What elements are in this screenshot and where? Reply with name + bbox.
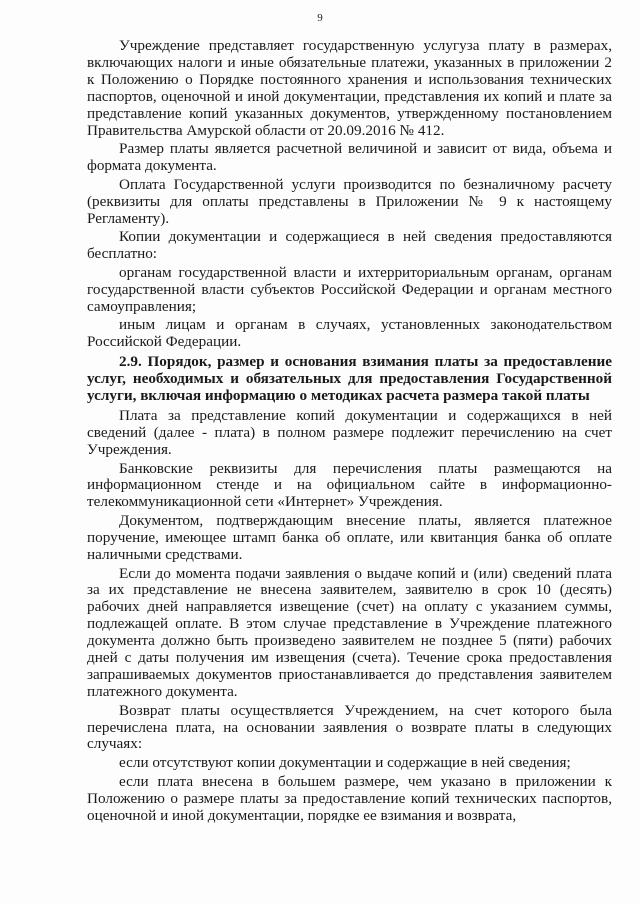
paragraph-fee-basis: Учреждение представляет государственную услугуза плату в размерах, включающих налоги и иные обязательные платежи, указанных в приложении 2 к Положению о Порядке постоянного хранения и использования технических паспортов, оценочной и иной документации, представления их копий и плате за представление копий указанных документов, утвержденному постановлением Правительства Амурской области от 20.09.2016 № 412. xyxy=(87,37,612,139)
section-heading: 2.9. Порядок, размер и основания взимания платы за предоставление услуг, необходимых и обязательных для предоставления Государственной услуги, включая информацию о методиках расчета размера такой платы xyxy=(87,353,612,405)
paragraph-payment-proof: Документом, подтверждающим внесение платы, является платежное поручение, имеющее штамп банка об оплате, или квитанция банка об оплате наличными средствами. xyxy=(87,512,612,563)
paragraph-payment-method: Оплата Государственной услуги производится по безналичному расчету (реквизиты для оплаты представлены в Приложении № 9 к настоящему Регламенту). xyxy=(87,175,612,227)
paragraph-other-persons: иным лицам и органам в случаях, установленных законодательством Российской Федерации. xyxy=(87,316,612,351)
paragraph-authorities: органам государственной власти и ихтерриториальным органам, органам государственной власти субъектов Российской Федерации и органам местного самоуправления; xyxy=(87,263,612,315)
paragraph-refund-case-2: если плата внесена в большем размере, чем указано в приложении к Положению о размере платы за предоставление копий технических паспортов, оценочной и иной документации, порядке ее взимания и возврата, xyxy=(87,772,612,824)
document-body xyxy=(87,38,612,825)
paragraph-fee-transfer: Плата за представление копий документации и содержащихся в ней сведений (далее - плата) в полном размере подлежит перечислению на счет Учреждения. xyxy=(87,407,612,458)
paragraph-refund-case-1: если отсутствуют копии документации и содержащие в ней сведения; xyxy=(119,754,571,772)
paragraph-fee-size: Размер платы является расчетной величиной и зависит от вида, объема и формата документа. xyxy=(87,140,612,175)
paragraph-bank-details: Банковские реквизиты для перечисления платы размещаются на информационном стенде и на официальном сайте в информационно-телекоммуникационной сети «Интернет» Учреждения. xyxy=(87,459,612,511)
paragraph-invoice: Если до момента подачи заявления о выдаче копий и (или) сведений плата за их представление не внесена заявителем, заявителю в срок 10 (десять) рабочих дней направляется извещение (счет) на оплату с указанием суммы, подлежащей оплате. В этом случае представление в Учреждение платежного документа должно быть произведено заявителем не позднее 5 (пяти) рабочих дней с даты получения им извещения (счета). Течение срока предоставления запрашиваемых документов приостанавливается до представления заявителем платежного документа. xyxy=(87,564,612,700)
paragraph-free-copies: Копии документации и содержащиеся в ней сведения предоставляются бесплатно: xyxy=(87,228,612,263)
paragraph-refund: Возврат платы осуществляется Учреждением, на счет которого была перечислена плата, на основании заявления о возврате платы в следующих случаях: xyxy=(87,701,612,753)
page-number: 9 xyxy=(317,12,323,24)
